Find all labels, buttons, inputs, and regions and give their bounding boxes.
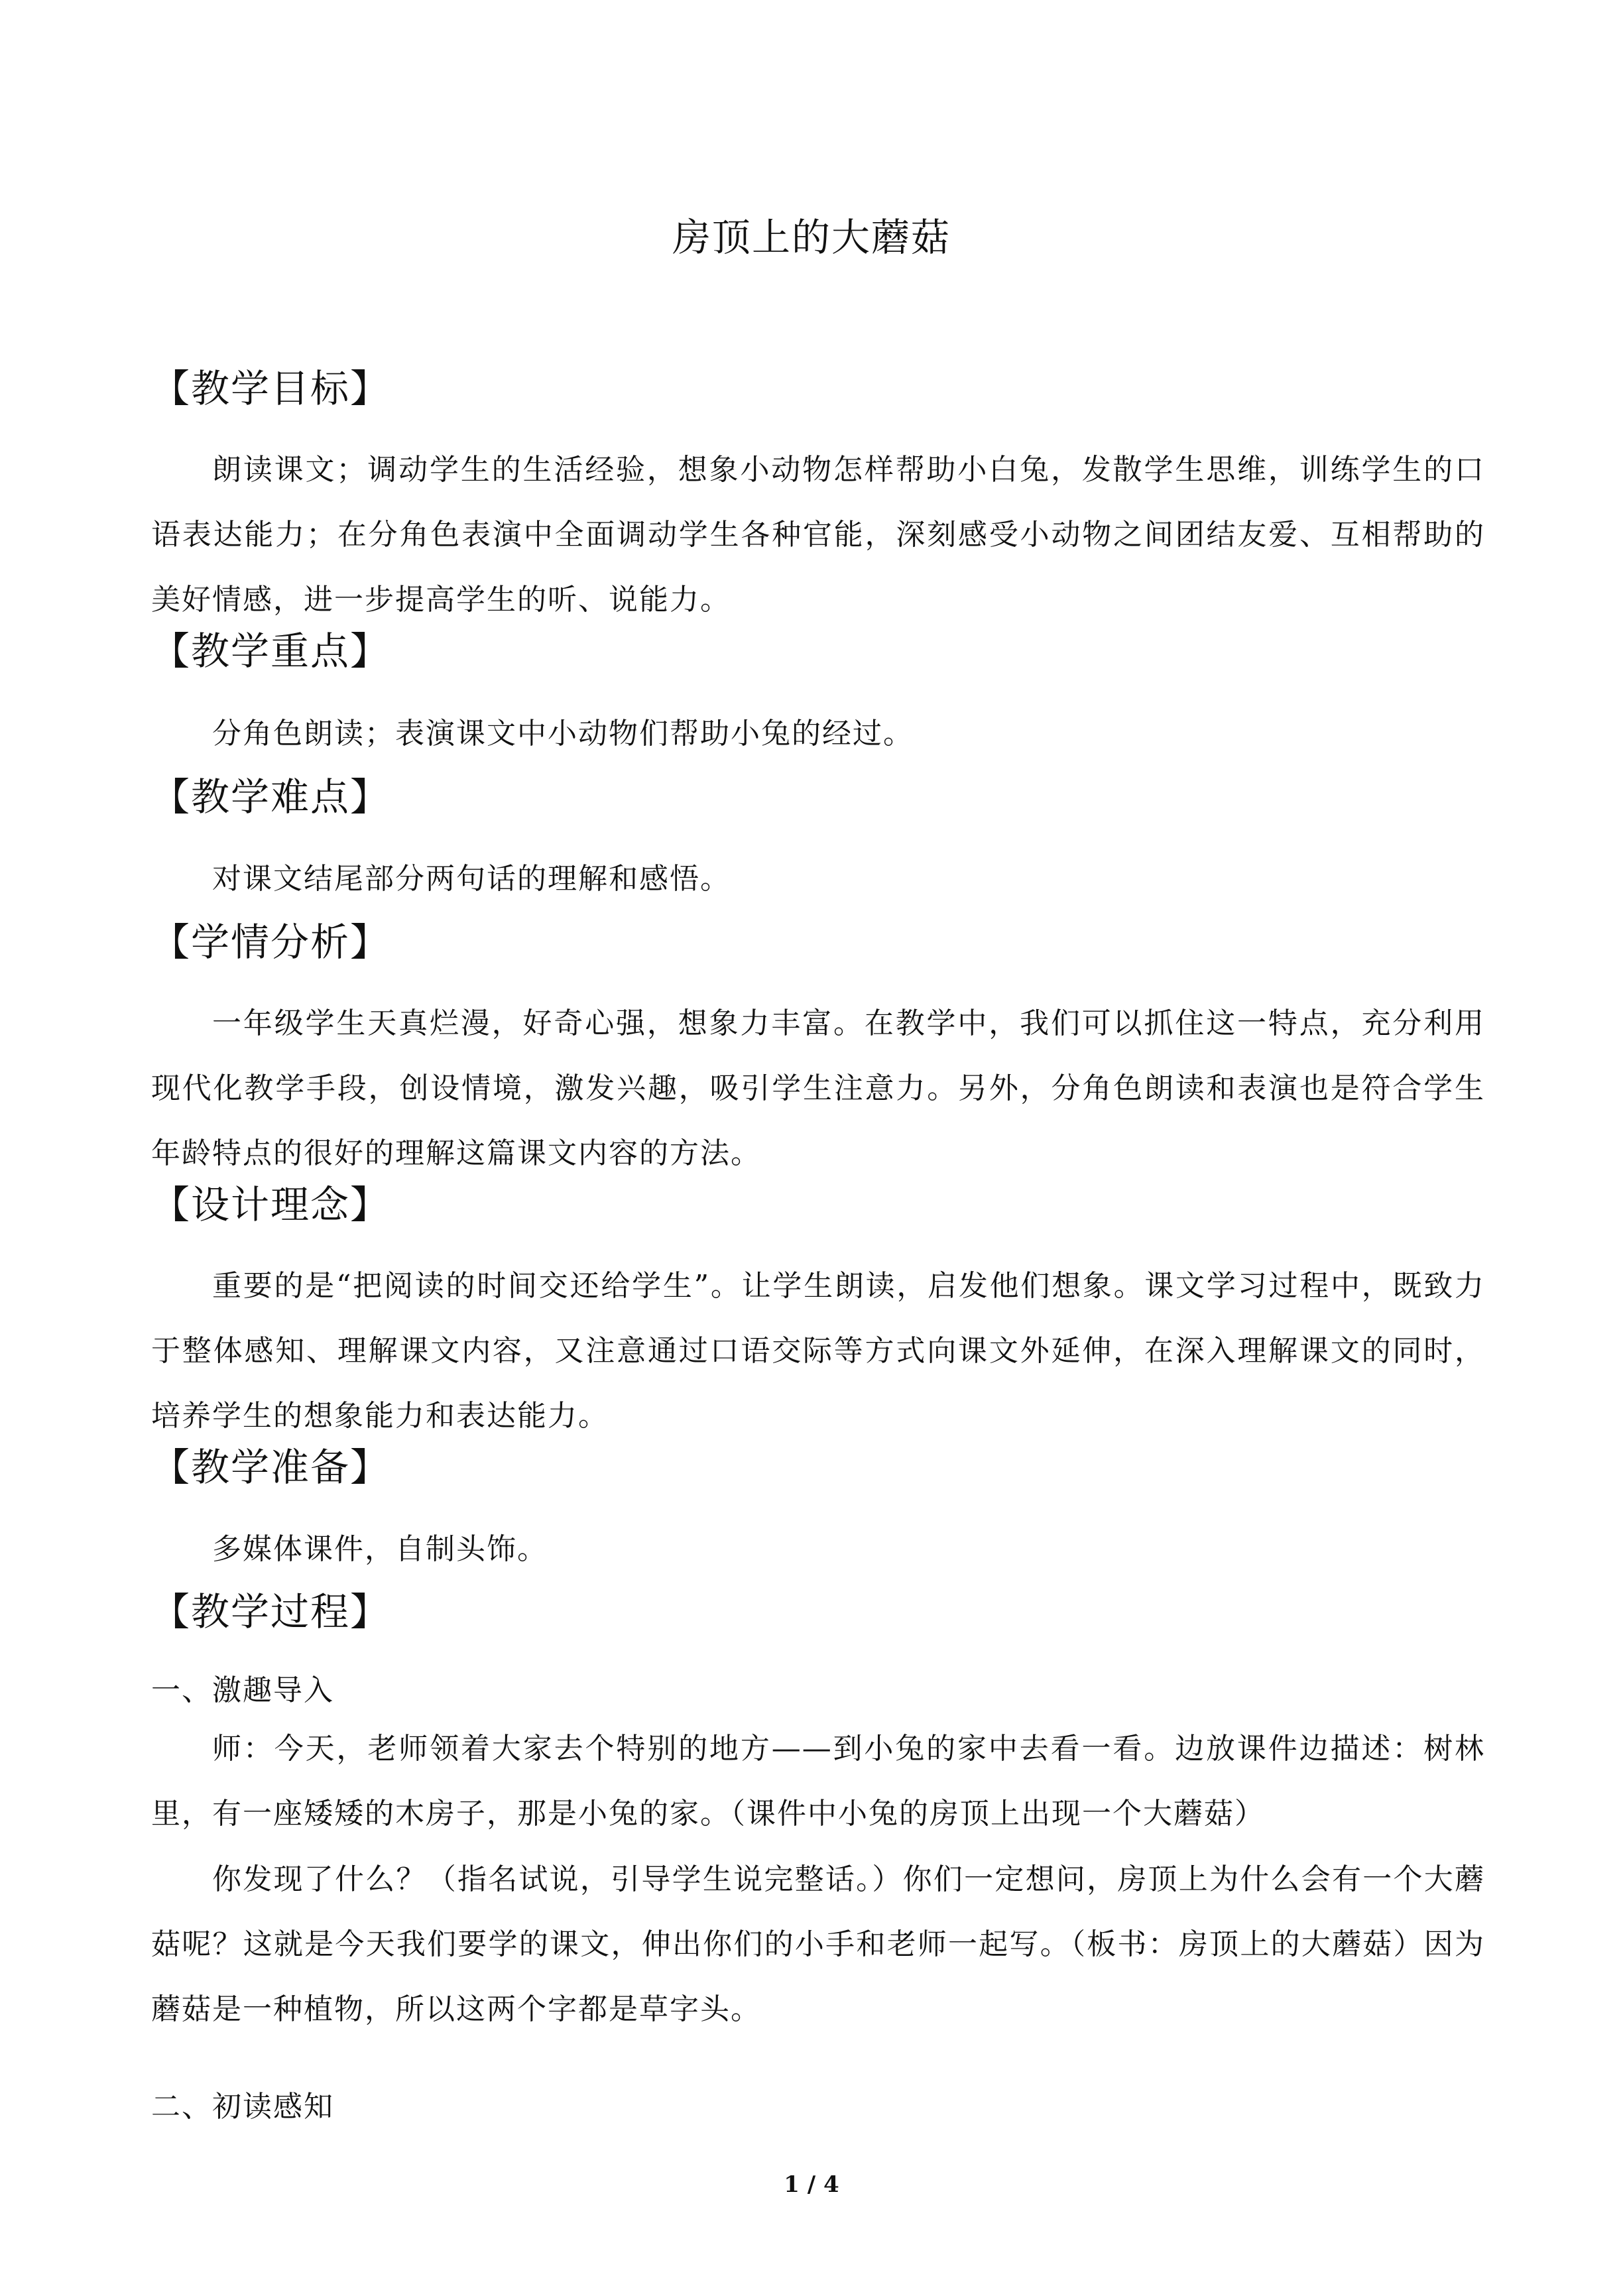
section-body-student-analysis: 一年级学生天真烂漫，好奇心强，想象力丰富。在教学中，我们可以抓住这一特点，充分利用现代化教学手段，创设情境，激发兴趣，吸引学生注意力。另外，分角色朗读和表演也是符合学生年龄特点的很好的理解这篇课文内容的方法。 — [151, 1006, 1485, 1170]
section-body-preparation: 多媒体课件，自制头饰。 — [212, 1532, 548, 1566]
document-title: 房顶上的大蘑菇 — [672, 215, 951, 260]
process-step-1-paragraph-2: 你发现了什么？（指名试说，引导学生说完整话。）你们一定想问，房顶上为什么会有一个大蘑菇呢？这就是今天我们要学的课文，伸出你们的小手和老师一起写。（板书：房顶上的大蘑菇）因为蘑菇是一种植物，所以这两个字都是草字头。 — [151, 1862, 1485, 2026]
section-heading-objectives: 【教学目标】 — [151, 366, 391, 411]
section-body-key-points: 分角色朗读；表演课文中小动物们帮助小兔的经过。 — [212, 717, 914, 751]
page-number: 1 / 4 — [784, 2171, 839, 2198]
process-step-1-paragraph-1: 师：今天，老师领着大家去个特别的地方——到小兔的家中去看一看。边放课件边描述：树林里，有一座矮矮的木房子，那是小兔的家。（课件中小兔的房顶上出现一个大蘑菇） — [151, 1732, 1485, 1831]
process-step-1-title: 一、激趣导入 — [151, 1673, 334, 1707]
section-heading-key-points: 【教学重点】 — [151, 629, 391, 674]
section-heading-preparation: 【教学准备】 — [151, 1445, 391, 1490]
section-body-difficulties: 对课文结尾部分两句话的理解和感悟。 — [212, 862, 731, 896]
section-heading-student-analysis: 【学情分析】 — [151, 920, 391, 965]
section-heading-design-concept: 【设计理念】 — [151, 1182, 391, 1227]
process-step-2-title: 二、初读感知 — [151, 2090, 334, 2124]
section-body-design-concept: 重要的是“把阅读的时间交还给学生”。让学生朗读，启发他们想象。课文学习过程中，既致力于整体感知、理解课文内容，又注意通过口语交际等方式向课文外延伸，在深入理解课文的同时，培养学生的想象能力和表达能力。 — [151, 1269, 1485, 1433]
section-heading-difficulties: 【教学难点】 — [151, 774, 391, 819]
section-body-objectives: 朗读课文；调动学生的生活经验，想象小动物怎样帮助小白兔，发散学生思维，训练学生的口语表达能力；在分角色表演中全面调动学生各种官能，深刻感受小动物之间团结友爱、互相帮助的美好情感，进一步提高学生的听、说能力。 — [151, 453, 1485, 617]
section-heading-process: 【教学过程】 — [151, 1589, 391, 1634]
